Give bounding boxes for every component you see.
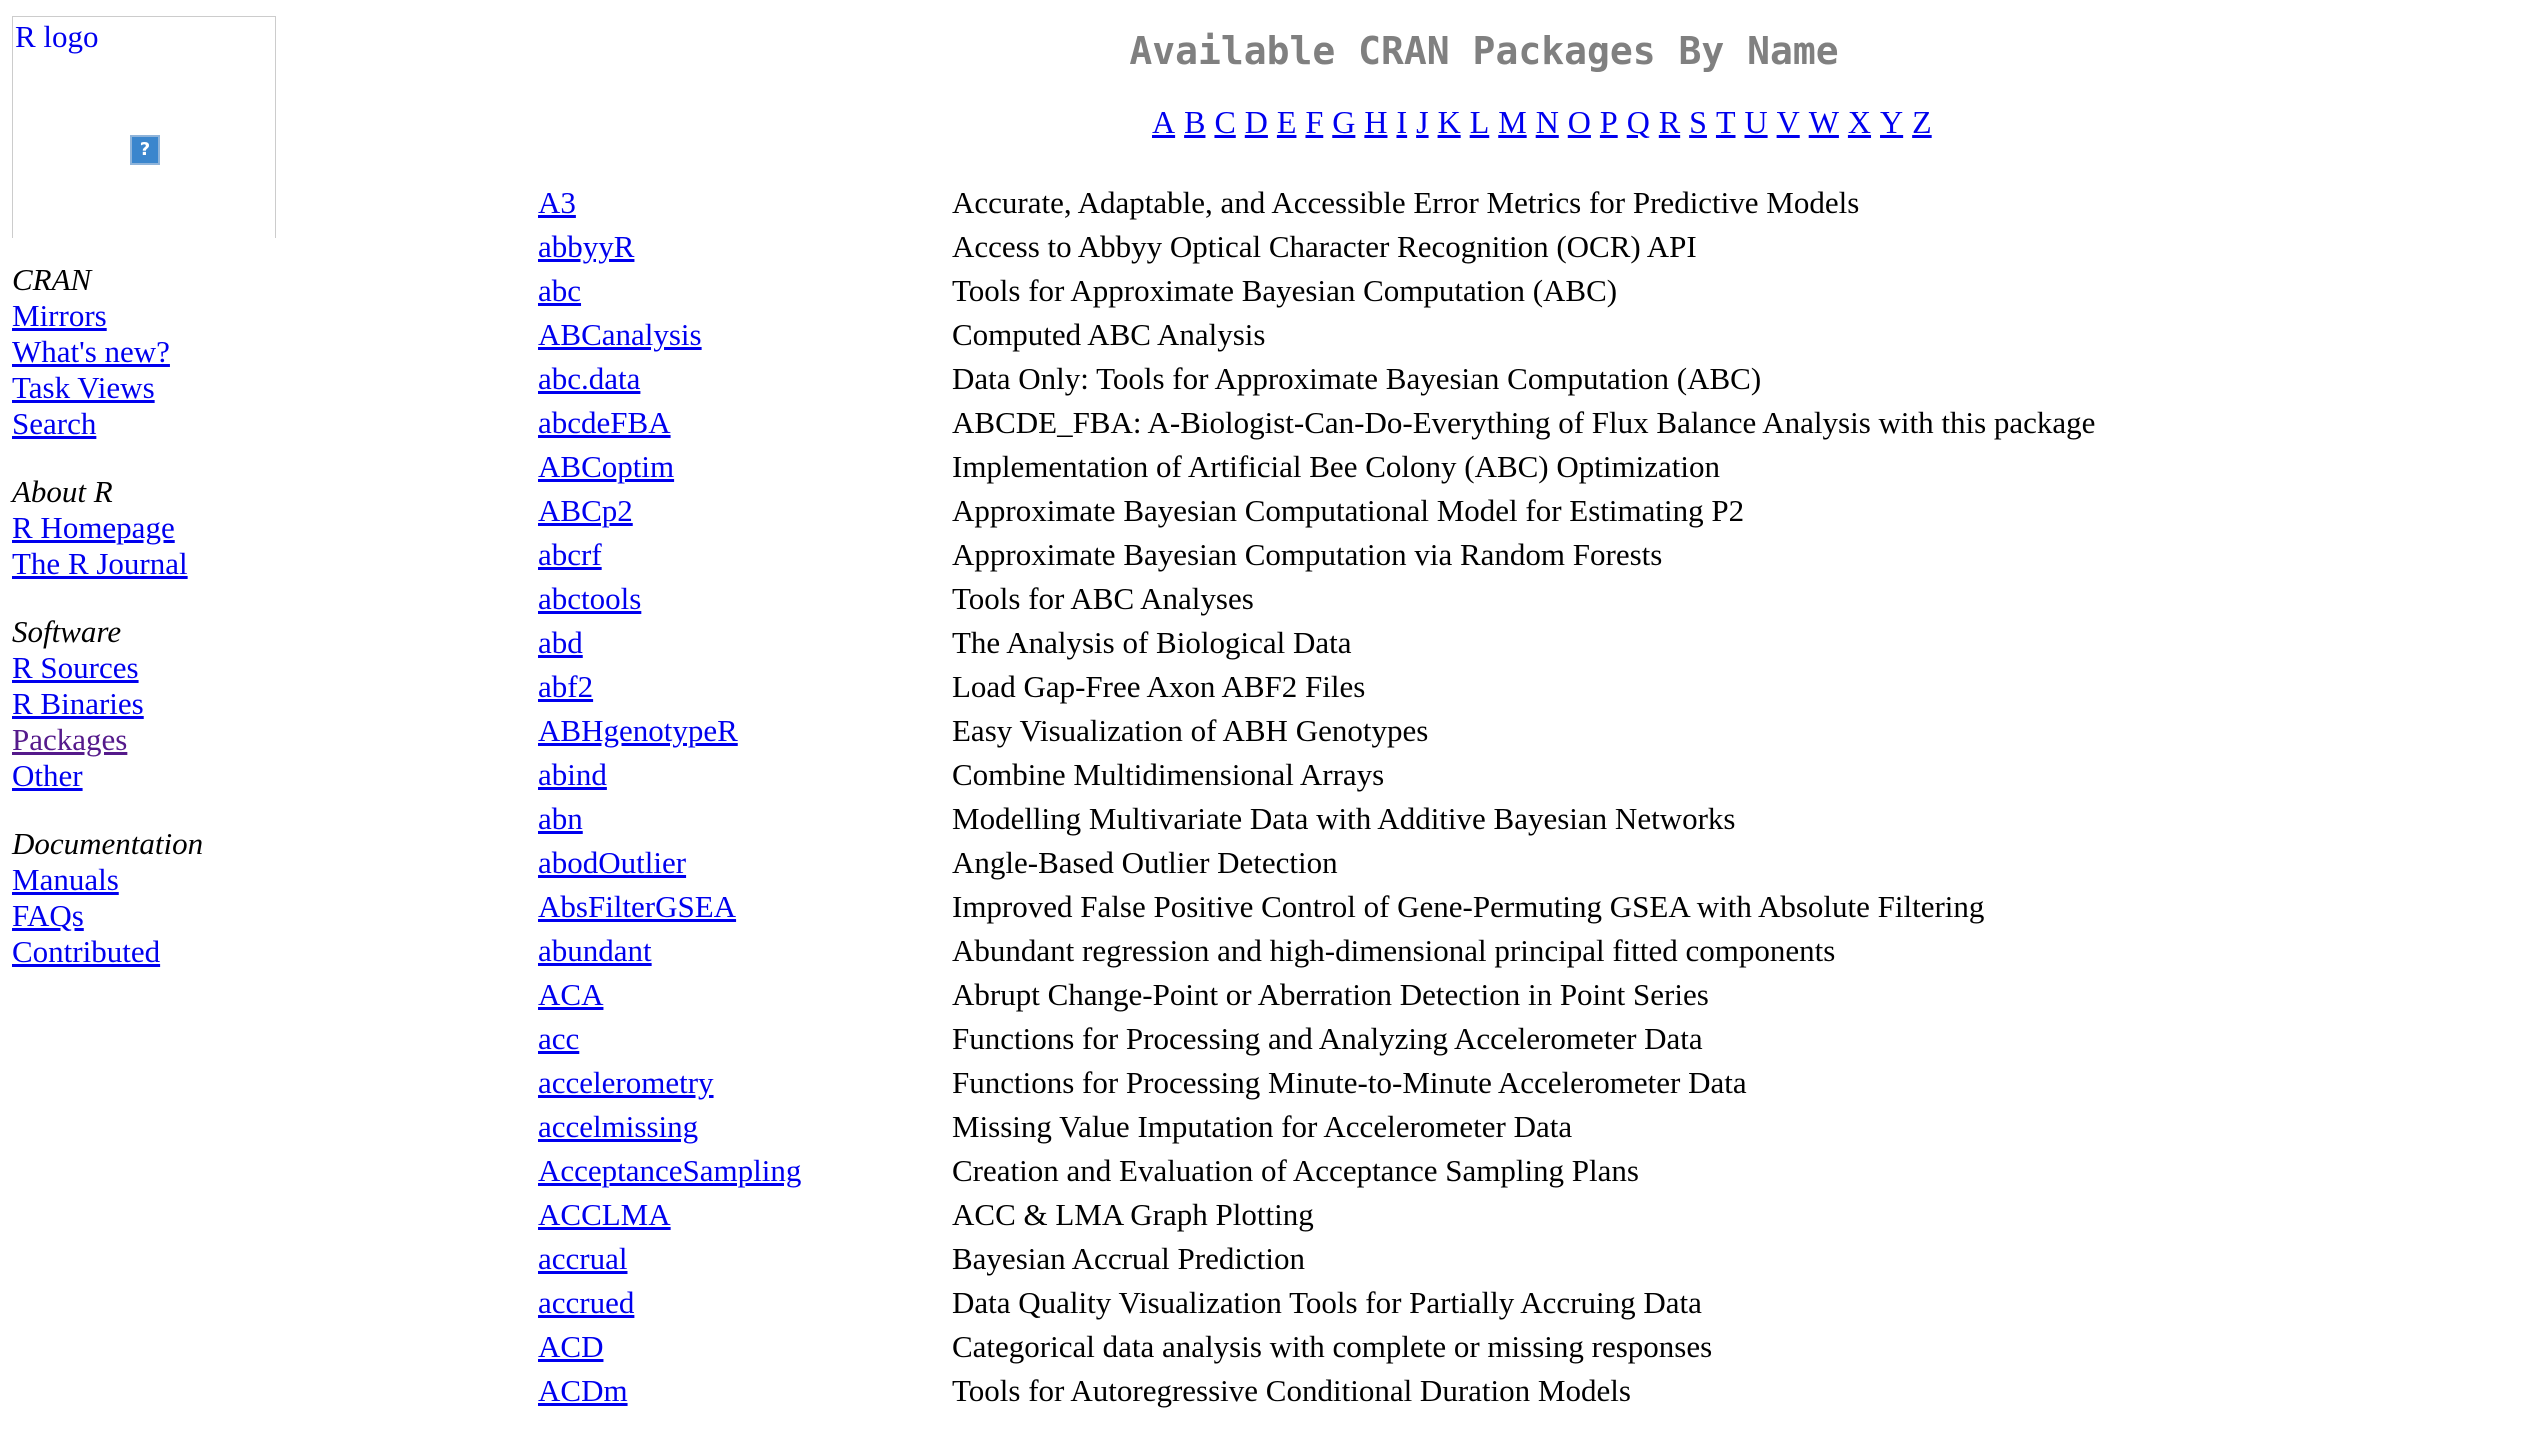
package-link[interactable]: abf2 — [538, 669, 594, 704]
alphabet-index — [1152, 100, 1941, 144]
package-name-cell — [538, 973, 952, 1017]
package-description: Abrupt Change-Point or Aberration Detection in Point Series — [952, 977, 1709, 1012]
package-row — [538, 445, 2095, 489]
package-link[interactable]: abc — [538, 273, 582, 308]
package-description: Improved False Positive Control of Gene-Permuting GSEA with Absolute Filtering — [952, 889, 1985, 924]
package-description: Easy Visualization of ABH Genotypes — [952, 713, 1429, 748]
letter-link-z[interactable]: Z — [1912, 104, 1932, 140]
package-link[interactable]: AcceptanceSampling — [538, 1153, 802, 1188]
package-description: Approximate Bayesian Computation via Random Forests — [952, 537, 1663, 572]
package-description: Functions for Processing and Analyzing Accelerometer Data — [952, 1021, 1703, 1056]
letter-link-j[interactable]: J — [1416, 104, 1429, 140]
package-link[interactable]: abodOutlier — [538, 845, 687, 880]
sidebar-link-other[interactable]: Other — [12, 758, 83, 793]
package-description: Angle-Based Outlier Detection — [952, 845, 1338, 880]
package-name-cell — [538, 1281, 952, 1325]
package-row — [538, 753, 2095, 797]
package-row — [538, 1369, 2095, 1413]
package-name-cell — [538, 269, 952, 313]
sidebar-section-documentation — [12, 826, 312, 970]
sidebar-heading-about-r: About R — [12, 474, 113, 509]
package-link[interactable]: A3 — [538, 185, 576, 220]
package-link[interactable]: abn — [538, 801, 583, 836]
letter-link-d[interactable]: D — [1244, 104, 1268, 140]
letter-link-b[interactable]: B — [1184, 104, 1206, 140]
package-name-cell — [538, 929, 952, 973]
package-name-cell — [538, 1193, 952, 1237]
letter-link-w[interactable]: W — [1808, 104, 1839, 140]
package-name-cell — [538, 577, 952, 621]
letter-link-n[interactable]: N — [1535, 104, 1559, 140]
package-description: Tools for Approximate Bayesian Computation (ABC) — [952, 273, 1618, 308]
package-row — [538, 665, 2095, 709]
package-name-cell — [538, 1105, 952, 1149]
package-row — [538, 1193, 2095, 1237]
sidebar-link-search[interactable]: Search — [12, 406, 97, 441]
package-description: Accurate, Adaptable, and Accessible Error Metrics for Predictive Models — [952, 185, 1860, 220]
sidebar-heading-cran: CRAN — [12, 262, 92, 297]
package-link[interactable]: ACD — [538, 1329, 604, 1364]
package-link[interactable]: abbyyR — [538, 229, 635, 264]
sidebar-link-the-r-journal[interactable]: The R Journal — [12, 546, 188, 581]
sidebar-link-faqs[interactable]: FAQs — [12, 898, 84, 933]
package-description: Functions for Processing Minute-to-Minute Accelerometer Data — [952, 1065, 1747, 1100]
package-name-cell — [538, 181, 952, 225]
package-name-cell — [538, 1149, 952, 1193]
sidebar-link-r-homepage[interactable]: R Homepage — [12, 510, 175, 545]
letter-link-v[interactable]: V — [1776, 104, 1800, 140]
letter-link-g[interactable]: G — [1332, 104, 1356, 140]
package-row — [538, 533, 2095, 577]
package-link[interactable]: abctools — [538, 581, 642, 616]
letter-link-e[interactable]: E — [1276, 104, 1297, 140]
package-row — [538, 225, 2095, 269]
package-link[interactable]: ABCp2 — [538, 493, 633, 528]
package-description: Abundant regression and high-dimensional principal fitted components — [952, 933, 1836, 968]
package-link[interactable]: AbsFilterGSEA — [538, 889, 737, 924]
package-name-cell — [538, 885, 952, 929]
letter-link-y[interactable]: Y — [1880, 104, 1904, 140]
package-row — [538, 489, 2095, 533]
sidebar-link-what-s-new[interactable]: What's new? — [12, 334, 170, 369]
package-row — [538, 709, 2095, 753]
package-name-cell — [538, 401, 952, 445]
package-row — [538, 797, 2095, 841]
sidebar-link-packages[interactable]: Packages — [12, 722, 128, 757]
letter-link-r[interactable]: R — [1658, 104, 1681, 140]
package-description: Data Quality Visualization Tools for Partially Accruing Data — [952, 1285, 1702, 1320]
package-row — [538, 577, 2095, 621]
package-row — [538, 885, 2095, 929]
package-row — [538, 357, 2095, 401]
package-link[interactable]: abd — [538, 625, 583, 660]
sidebar-nav — [12, 262, 312, 1002]
package-link[interactable]: abundant — [538, 933, 652, 968]
package-description: Computed ABC Analysis — [952, 317, 1266, 352]
package-row — [538, 621, 2095, 665]
package-link[interactable]: ABCanalysis — [538, 317, 702, 352]
sidebar-link-contributed[interactable]: Contributed — [12, 934, 161, 969]
package-description: Load Gap-Free Axon ABF2 Files — [952, 669, 1366, 704]
sidebar-heading-documentation: Documentation — [12, 826, 204, 861]
package-name-cell — [538, 533, 952, 577]
package-row — [538, 1281, 2095, 1325]
package-description: Data Only: Tools for Approximate Bayesian Computation (ABC) — [952, 361, 1762, 396]
broken-image-glyph: ? — [139, 139, 151, 160]
package-description: Approximate Bayesian Computational Model for Estimating P2 — [952, 493, 1745, 528]
page-title: Available CRAN Packages By Name — [1129, 29, 1839, 73]
package-name-cell — [538, 1237, 952, 1281]
package-row — [538, 973, 2095, 1017]
packages-table — [538, 181, 2095, 1413]
package-link[interactable]: ABHgenotypeR — [538, 713, 738, 748]
r-logo-alt-text[interactable]: R logo — [15, 19, 99, 54]
package-description: Implementation of Artificial Bee Colony (ABC) Optimization — [952, 449, 1720, 484]
package-link[interactable]: accrual — [538, 1241, 628, 1276]
package-link[interactable]: abcrf — [538, 537, 602, 572]
package-row — [538, 1237, 2095, 1281]
sidebar-link-r-sources[interactable]: R Sources — [12, 650, 139, 685]
package-description: Access to Abbyy Optical Character Recognition (OCR) API — [952, 229, 1697, 264]
package-row — [538, 269, 2095, 313]
package-description: Tools for ABC Analyses — [952, 581, 1254, 616]
package-link[interactable]: abc.data — [538, 361, 641, 396]
letter-link-c[interactable]: C — [1214, 104, 1236, 140]
package-name-cell — [538, 621, 952, 665]
sidebar-link-manuals[interactable]: Manuals — [12, 862, 119, 897]
package-name-cell — [538, 225, 952, 269]
package-name-cell — [538, 797, 952, 841]
letter-link-i[interactable]: I — [1396, 104, 1408, 140]
package-link[interactable]: accrued — [538, 1285, 635, 1320]
package-name-cell — [538, 445, 952, 489]
package-name-cell — [538, 1017, 952, 1061]
letter-link-o[interactable]: O — [1567, 104, 1591, 140]
package-row — [538, 1017, 2095, 1061]
letter-link-u[interactable]: U — [1744, 104, 1768, 140]
package-name-cell — [538, 1325, 952, 1369]
package-name-cell — [538, 709, 952, 753]
package-link[interactable]: accelmissing — [538, 1109, 699, 1144]
package-row — [538, 929, 2095, 973]
package-description: Categorical data analysis with complete or missing responses — [952, 1329, 1713, 1364]
package-name-cell — [538, 841, 952, 885]
package-link[interactable]: ACCLMA — [538, 1197, 671, 1232]
package-row — [538, 181, 2095, 225]
package-link[interactable]: ACDm — [538, 1373, 628, 1408]
logo-frame[interactable] — [12, 16, 276, 238]
package-link[interactable]: accelerometry — [538, 1065, 714, 1100]
package-row — [538, 1149, 2095, 1193]
package-description: ABCDE_FBA: A-Biologist-Can-Do-Everything of Flux Balance Analysis with this package — [952, 405, 2096, 440]
letter-link-k[interactable]: K — [1437, 104, 1461, 140]
letter-link-p[interactable]: P — [1599, 104, 1618, 140]
package-link[interactable]: acc — [538, 1021, 580, 1056]
package-description: Creation and Evaluation of Acceptance Sampling Plans — [952, 1153, 1639, 1188]
letter-link-l[interactable]: L — [1469, 104, 1490, 140]
letter-link-a[interactable]: A — [1152, 104, 1176, 140]
letter-link-q[interactable]: Q — [1626, 104, 1650, 140]
sidebar-link-mirrors[interactable]: Mirrors — [12, 298, 107, 333]
package-description: Tools for Autoregressive Conditional Duration Models — [952, 1373, 1631, 1408]
package-link[interactable]: ABCoptim — [538, 449, 675, 484]
sidebar-link-task-views[interactable]: Task Views — [12, 370, 155, 405]
package-name-cell — [538, 665, 952, 709]
package-name-cell — [538, 357, 952, 401]
package-name-cell — [538, 1369, 952, 1413]
package-name-cell — [538, 1061, 952, 1105]
package-name-cell — [538, 489, 952, 533]
package-row — [538, 1325, 2095, 1369]
package-row — [538, 1105, 2095, 1149]
package-name-cell — [538, 753, 952, 797]
letter-link-m[interactable]: M — [1498, 104, 1527, 140]
package-name-cell — [538, 313, 952, 357]
package-description: Modelling Multivariate Data with Additive Bayesian Networks — [952, 801, 1736, 836]
sidebar-heading-software: Software — [12, 614, 122, 649]
letter-link-s[interactable]: S — [1689, 104, 1707, 140]
package-description: Missing Value Imputation for Accelerometer Data — [952, 1109, 1573, 1144]
sidebar-section-software — [12, 614, 312, 794]
package-description: Bayesian Accrual Prediction — [952, 1241, 1305, 1276]
package-description: ACC & LMA Graph Plotting — [952, 1197, 1314, 1232]
package-row — [538, 841, 2095, 885]
package-link[interactable]: abind — [538, 757, 607, 792]
package-row — [538, 1061, 2095, 1105]
letter-link-f[interactable]: F — [1305, 104, 1324, 140]
package-description: The Analysis of Biological Data — [952, 625, 1352, 660]
letter-link-t[interactable]: T — [1715, 104, 1736, 140]
package-link[interactable]: ACA — [538, 977, 604, 1012]
broken-image-icon — [130, 135, 160, 165]
packages-table-body — [538, 181, 2095, 1413]
letter-link-h[interactable]: H — [1364, 104, 1388, 140]
package-link[interactable]: abcdeFBA — [538, 405, 671, 440]
letter-link-x[interactable]: X — [1847, 104, 1872, 140]
sidebar-section-cran — [12, 262, 312, 442]
package-row — [538, 401, 2095, 445]
sidebar-link-r-binaries[interactable]: R Binaries — [12, 686, 144, 721]
package-description: Combine Multidimensional Arrays — [952, 757, 1385, 792]
sidebar-section-about-r — [12, 474, 312, 582]
package-row — [538, 313, 2095, 357]
